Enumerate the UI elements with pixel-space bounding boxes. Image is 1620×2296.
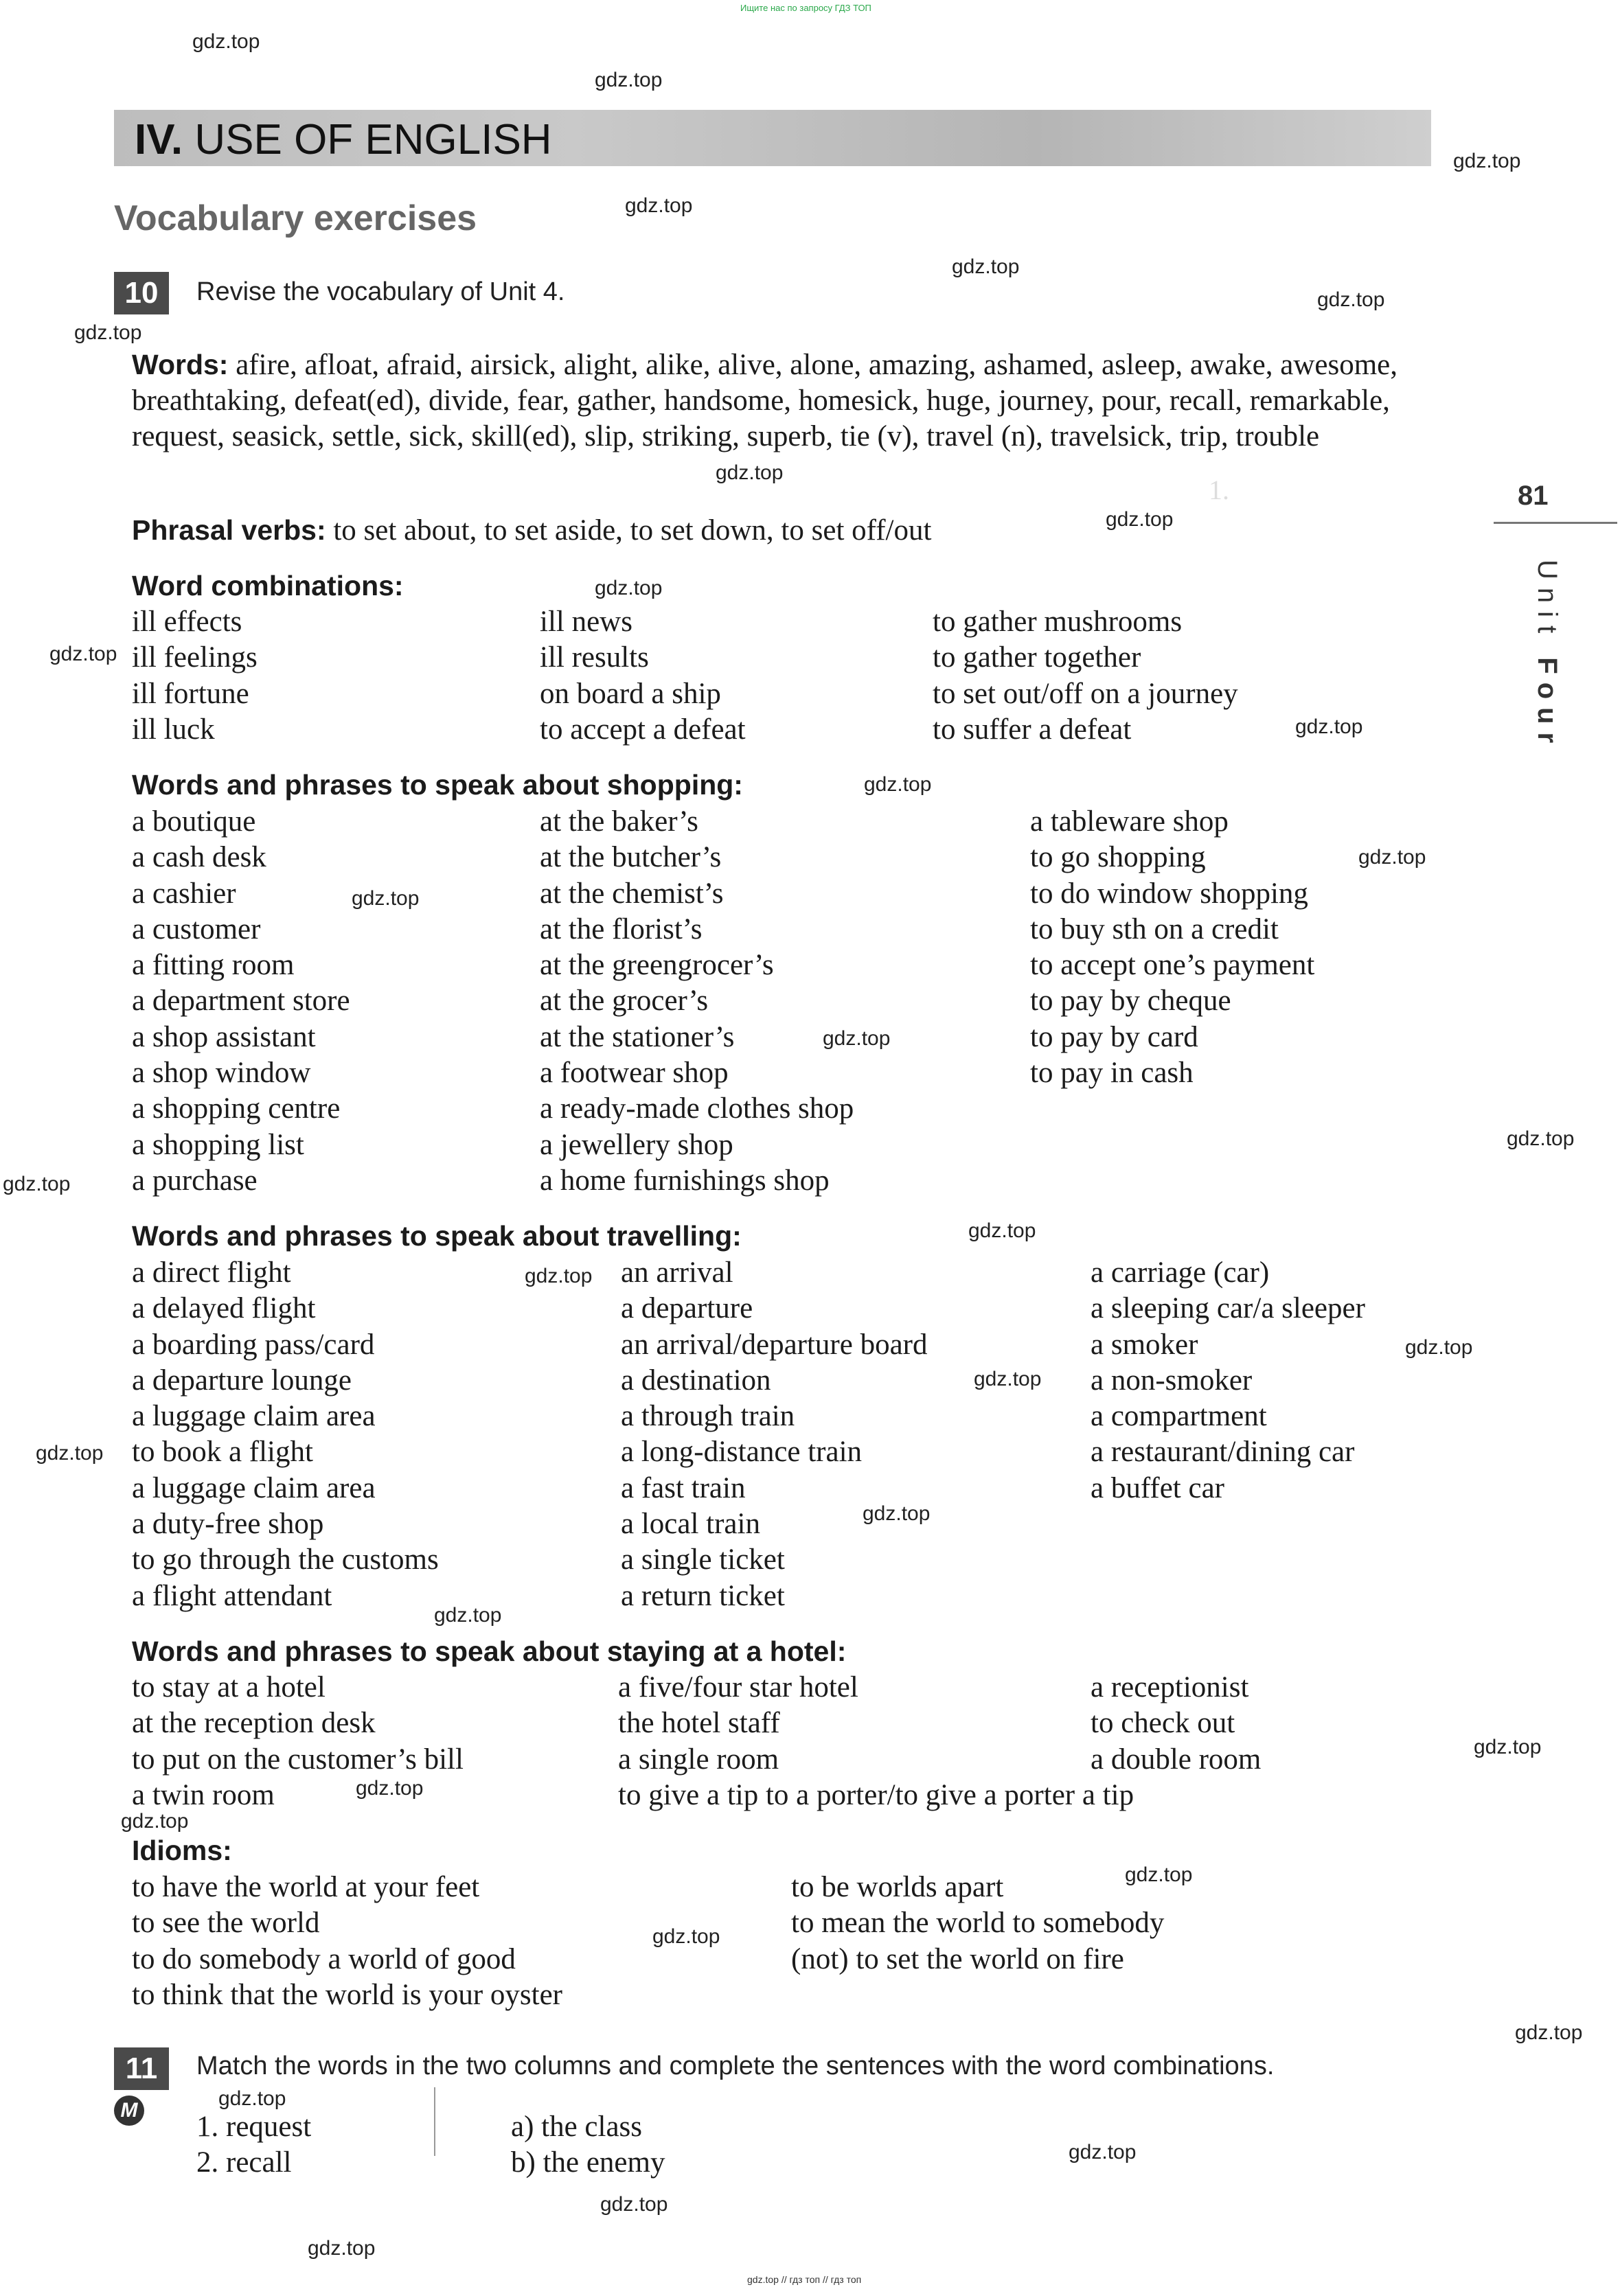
ex11-left-column — [196, 2109, 311, 2181]
list-item: a ready-made clothes shop — [540, 1092, 854, 1125]
chapter-numeral: IV. — [135, 116, 183, 163]
watermark: gdz.top — [1317, 288, 1385, 311]
watermark: gdz.top — [595, 577, 663, 599]
idioms-col-1 — [132, 1870, 562, 2013]
list-item: a cashier — [132, 877, 236, 910]
list-item: a carriage (car) — [1091, 1256, 1270, 1289]
exercise-10-instruction: Revise the vocabulary of Unit 4. — [196, 277, 565, 306]
list-item: a five/four star hotel — [618, 1671, 858, 1703]
list-item: ill fortune — [132, 677, 249, 710]
watermark: gdz.top — [525, 1265, 593, 1287]
watermark: gdz.top — [308, 2237, 376, 2260]
list-item: a compartment — [1091, 1400, 1267, 1433]
list-item: at the butcher’s — [540, 841, 722, 874]
watermark: gdz.top — [1515, 2021, 1583, 2044]
watermark: gdz.top — [1405, 1336, 1473, 1359]
list-item: a single room — [618, 1743, 779, 1776]
list-item: ill effects — [132, 606, 242, 638]
shopping-col-1 — [132, 804, 350, 1199]
travelling-col-3 — [1091, 1255, 1365, 1506]
list-item: a shopping centre — [132, 1092, 341, 1125]
idioms-label: Idioms: — [132, 1835, 232, 1866]
list-item: a boarding pass/card — [132, 1328, 375, 1361]
list-item: a) the class — [511, 2111, 643, 2143]
words-label: Words: — [132, 349, 229, 380]
list-item: an arrival/departure board — [621, 1328, 928, 1361]
list-item: at the stationer’s — [540, 1020, 735, 1053]
unit-label — [1531, 560, 1562, 751]
list-item: a shop window — [132, 1057, 311, 1090]
bleed-through-text: 1. — [1209, 474, 1229, 505]
list-item: to do window shopping — [1030, 877, 1308, 910]
list-item: a tableware shop — [1030, 805, 1229, 838]
list-item: a long-distance train — [621, 1436, 863, 1469]
watermark: gdz.top — [863, 1502, 931, 1525]
watermark: gdz.top — [974, 1368, 1042, 1390]
page-number: 81 — [1518, 481, 1549, 511]
footer-note: gdz.top // гдз топ // гдз топ — [747, 2274, 862, 2285]
travelling-label: Words and phrases to speak about travelling: — [132, 1220, 742, 1252]
list-item: to book a flight — [132, 1436, 313, 1469]
watermark: gdz.top — [192, 30, 260, 53]
list-item: a home furnishings shop — [540, 1164, 830, 1197]
watermark: gdz.top — [968, 1219, 1036, 1242]
watermark: gdz.top — [625, 194, 693, 217]
watermark: gdz.top — [823, 1027, 891, 1050]
list-item: to pay by cheque — [1030, 985, 1231, 1018]
list-item: a customer — [132, 912, 261, 945]
list-item: a shop assistant — [132, 1020, 316, 1053]
watermark: gdz.top — [434, 1604, 502, 1627]
list-item: at the greengrocer’s — [540, 949, 774, 982]
watermark: gdz.top — [3, 1173, 71, 1195]
words-list: afire, afloat, afraid, airsick, alight, alike, alive, alone, amazing, ashamed, asleep, awake, awesome, breathtaking, defeat(ed), divide, fear, gather, handsome, homesick, huge, journey, pour, recall, remarkable, request, seasick, settle, sick, skill(ed), slip, striking, superb, tie (v), travel (n), travelsick, trip, trouble — [132, 349, 1397, 452]
list-item: a single ticket — [621, 1543, 785, 1576]
chapter-name: USE OF ENGLISH — [194, 116, 552, 163]
watermark: gdz.top — [1106, 508, 1174, 531]
list-item: 1. request — [196, 2111, 312, 2143]
column-divider — [434, 2087, 435, 2156]
list-item: (not) to set the world on fire — [791, 1942, 1124, 1975]
list-item: to have the world at your feet — [132, 1871, 480, 1903]
list-item: at the chemist’s — [540, 877, 724, 910]
list-item: a luggage claim area — [132, 1400, 376, 1433]
list-item: to give a tip to a porter/to give a porter a tip — [618, 1778, 1134, 1811]
list-item: a local train — [621, 1508, 760, 1541]
list-item: a departure lounge — [132, 1364, 352, 1397]
list-item: a departure — [621, 1292, 753, 1325]
list-item: a restaurant/dining car — [1091, 1436, 1355, 1469]
list-item: to suffer a defeat — [933, 713, 1132, 746]
watermark: gdz.top — [952, 255, 1020, 278]
list-item: ill news — [540, 606, 632, 638]
list-item: a destination — [621, 1364, 771, 1397]
exercise-11-instruction: Match the words in the two columns and complete the sentences with the word combinations. — [196, 2052, 1275, 2080]
combinations-col-3 — [933, 604, 1238, 748]
list-item: a department store — [132, 985, 350, 1018]
phrasal-verbs-list: to set about, to set aside, to set down, to set off/out — [333, 514, 932, 547]
list-item: a flight attendant — [132, 1579, 332, 1612]
list-item: a purchase — [132, 1164, 258, 1197]
list-item: a through train — [621, 1400, 795, 1433]
list-item: a delayed flight — [132, 1292, 316, 1325]
list-item: to go shopping — [1030, 841, 1206, 874]
list-item: a boutique — [132, 805, 256, 838]
travelling-col-1 — [132, 1255, 439, 1614]
watermark: gdz.top — [716, 461, 784, 484]
list-item: ill results — [540, 641, 649, 674]
watermark: gdz.top — [74, 321, 142, 344]
list-item: a double room — [1091, 1743, 1262, 1776]
chapter-banner — [114, 110, 1431, 166]
list-item: a fast train — [621, 1471, 746, 1504]
idioms-col-2 — [791, 1870, 1164, 1977]
unit-number: Four — [1532, 657, 1562, 752]
list-item: to gather mushrooms — [933, 606, 1183, 638]
watermark: gdz.top — [1453, 150, 1521, 172]
list-item: ill feelings — [132, 641, 258, 674]
hotel-col-2 — [618, 1670, 1134, 1813]
watermark: gdz.top — [1069, 2141, 1137, 2163]
list-item: a sleeping car/a sleeper — [1091, 1292, 1365, 1325]
list-item: to mean the world to somebody — [791, 1907, 1165, 1940]
search-hint-link[interactable]: Ищите нас по запросу ГДЗ ТОП — [740, 3, 871, 13]
combinations-col-1 — [132, 604, 258, 748]
list-item: to stay at a hotel — [132, 1671, 326, 1703]
exercise-number-10: 10 — [114, 272, 169, 314]
list-item: b) the enemy — [511, 2146, 665, 2179]
list-item: an arrival — [621, 1256, 733, 1289]
list-item: to accept one’s payment — [1030, 949, 1315, 982]
list-item: at the florist’s — [540, 912, 703, 945]
list-item: at the baker’s — [540, 805, 698, 838]
shopping-col-2 — [540, 804, 854, 1199]
watermark: gdz.top — [1295, 715, 1363, 738]
watermark: gdz.top — [1358, 846, 1426, 869]
list-item: a shopping list — [132, 1128, 304, 1161]
list-item: a duty-free shop — [132, 1508, 324, 1541]
watermark: gdz.top — [864, 773, 932, 796]
watermark: gdz.top — [600, 2193, 668, 2216]
watermark: gdz.top — [1125, 1863, 1193, 1886]
list-item: a return ticket — [621, 1579, 785, 1612]
watermark: gdz.top — [356, 1777, 424, 1800]
exercise-number-11: 11 — [114, 2047, 169, 2090]
list-item: a footwear shop — [540, 1057, 729, 1090]
hotel-col-3 — [1091, 1670, 1261, 1778]
list-item: a fitting room — [132, 949, 295, 982]
list-item: to be worlds apart — [791, 1871, 1004, 1903]
watermark: gdz.top — [652, 1925, 720, 1948]
list-item: to check out — [1091, 1707, 1235, 1740]
list-item: to think that the world is your oyster — [132, 1978, 563, 2011]
list-item: to pay by card — [1030, 1020, 1198, 1053]
list-item: on board a ship — [540, 677, 721, 710]
hotel-label: Words and phrases to speak about staying at a hotel: — [132, 1635, 847, 1667]
list-item: at the grocer’s — [540, 985, 709, 1018]
list-item: a smoker — [1091, 1328, 1198, 1361]
watermark: gdz.top — [1474, 1736, 1542, 1758]
list-item: a jewellery shop — [540, 1128, 733, 1161]
watermark: gdz.top — [218, 2087, 286, 2110]
list-item: to gather together — [933, 641, 1141, 674]
list-item: to buy sth on a credit — [1030, 912, 1279, 945]
combinations-col-2 — [540, 604, 746, 748]
list-item: to pay in cash — [1030, 1057, 1194, 1090]
words-paragraph — [132, 347, 1416, 455]
model-answer-icon: M — [114, 2096, 144, 2126]
shopping-col-3 — [1030, 804, 1314, 1091]
chapter-title — [135, 115, 552, 164]
list-item: to do somebody a world of good — [132, 1942, 516, 1975]
list-item: at the reception desk — [132, 1707, 376, 1740]
phrasal-verbs-line — [132, 512, 1416, 549]
shopping-label: Words and phrases to speak about shopping: — [132, 769, 743, 801]
watermark: gdz.top — [352, 887, 420, 910]
list-item: a cash desk — [132, 841, 266, 874]
unit-word: Unit — [1532, 560, 1562, 642]
travelling-col-2 — [621, 1255, 927, 1614]
list-item: a luggage claim area — [132, 1471, 376, 1504]
section-title: Vocabulary exercises — [114, 198, 477, 238]
margin-rule — [1494, 522, 1617, 524]
phrasal-verbs-label: Phrasal verbs: — [132, 514, 326, 546]
list-item: a receptionist — [1091, 1671, 1249, 1703]
list-item: to set out/off on a journey — [933, 677, 1238, 710]
word-combinations-label: Word combinations: — [132, 570, 404, 601]
list-item: to accept a defeat — [540, 713, 746, 746]
list-item: ill luck — [132, 713, 215, 746]
list-item: 2. recall — [196, 2146, 292, 2179]
list-item: the hotel staff — [618, 1707, 780, 1740]
list-item: a twin room — [132, 1778, 275, 1811]
list-item: to see the world — [132, 1907, 320, 1940]
list-item: a buffet car — [1091, 1471, 1224, 1504]
list-item: a direct flight — [132, 1256, 291, 1289]
list-item: to go through the customs — [132, 1543, 439, 1576]
watermark: gdz.top — [36, 1442, 104, 1465]
watermark: gdz.top — [121, 1810, 189, 1833]
watermark: gdz.top — [1507, 1127, 1575, 1150]
watermark: gdz.top — [49, 643, 117, 665]
list-item: a non-smoker — [1091, 1364, 1253, 1397]
ex11-right-column — [511, 2109, 665, 2181]
watermark: gdz.top — [595, 69, 663, 91]
list-item: to put on the customer’s bill — [132, 1743, 464, 1776]
